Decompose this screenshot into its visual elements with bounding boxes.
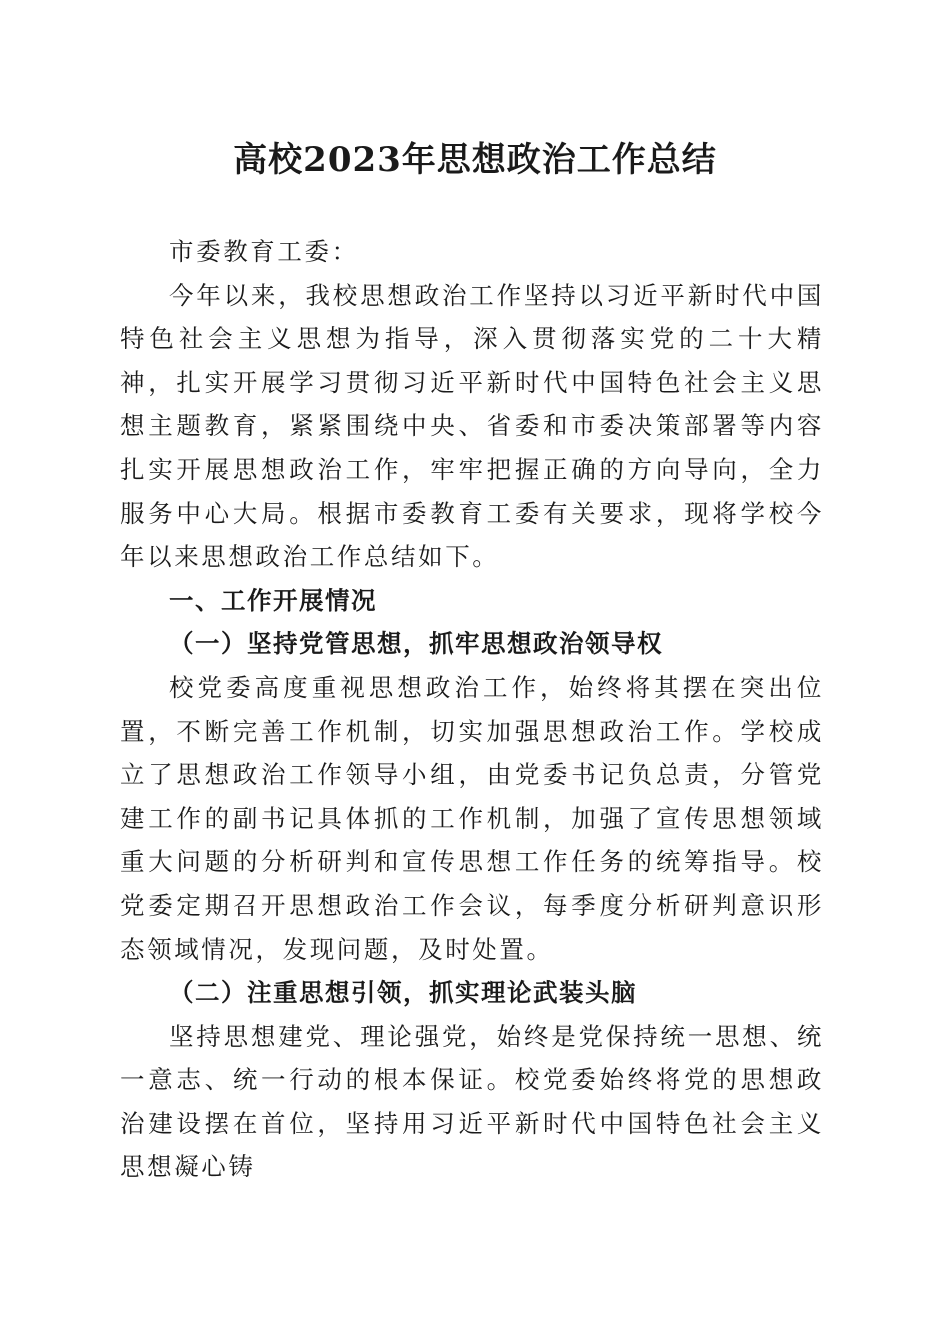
salutation: 市委教育工委： (169, 237, 359, 266)
document-title: 高校2023年思想政治工作总结 (233, 140, 717, 180)
section-heading-1: 一、工作开展情况 (169, 585, 377, 615)
document-body (120, 230, 824, 1189)
subsection-body-1: 校党委高度重视思想政治工作，始终将其摆在突出位置，不断完善工作机制，切实加强思想政治工作。学校成立了思想政治工作领导小组，由党委书记负总责，分管党建工作的副书记具体抓的工作机制，加强了宣传思想领域重大问题的分析研判和宣传思想工作任务的统筹指导。校党委定期召开思想政治工作会议，每季度分析研判意识形态领域情况，发现问题，及时处置。 (120, 672, 824, 964)
intro-paragraph: 今年以来，我校思想政治工作坚持以习近平新时代中国特色社会主义思想为指导，深入贯彻落实党的二十大精神，扎实开展学习贯彻习近平新时代中国特色社会主义思想主题教育，紧紧围绕中央、省委和市委决策部署等内容扎实开展思想政治工作，牢牢把握正确的方向导向，全力服务中心大局。根据市委教育工委有关要求，现将学校今年以来思想政治工作总结如下。 (120, 280, 824, 572)
subsection-heading-1: （一）坚持党管思想，抓牢思想政治领导权 (169, 629, 663, 659)
subsection-heading-2: （二）注重思想引领，抓实理论武装头脑 (169, 978, 637, 1008)
subsection-body-2: 坚持思想建党、理论强党，始终是党保持统一思想、统一意志、统一行动的根本保证。校党委始终将党的思想政治建设摆在首位，坚持用习近平新时代中国特色社会主义思想凝心铸 (120, 1021, 824, 1182)
